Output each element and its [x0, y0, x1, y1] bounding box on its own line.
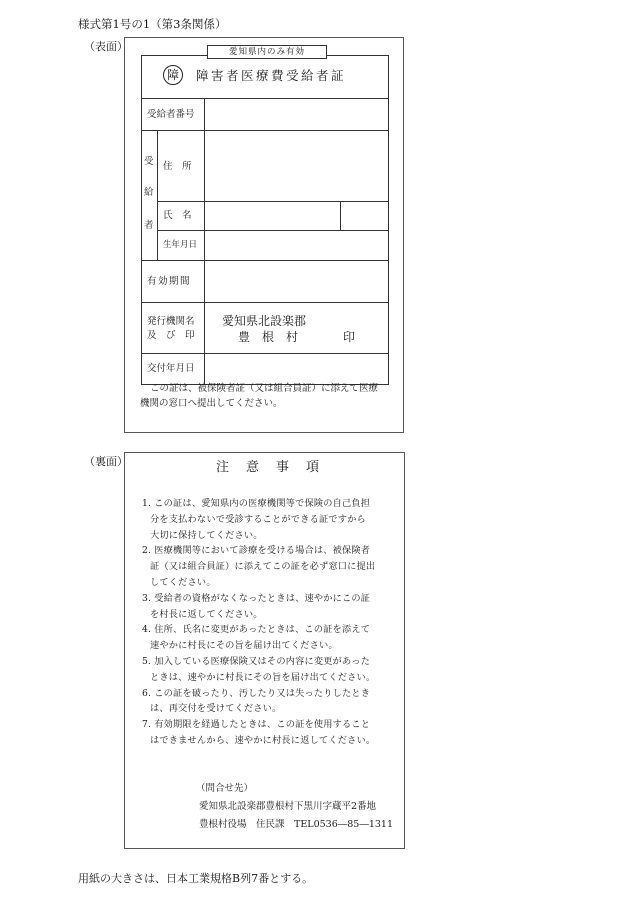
valid-period-label: 有効期間	[147, 276, 192, 287]
front-side-label: （表面）	[84, 40, 128, 53]
certificate-title: 障害者医療費受給者証	[196, 68, 347, 83]
notice-item: 5. 加入している医療保険又はその内容に変更があった ときは、速やかに村長にその旨を届け出てください。	[142, 655, 376, 683]
recipient-group-label-3: 者	[144, 220, 154, 231]
issue-date-label: 交付年月日	[147, 363, 195, 374]
contact-office: 豊根村役場 住民課 TEL0536―85―1311	[199, 819, 394, 830]
issuer-seal-mark: 印	[343, 330, 356, 344]
address-label: 住 所	[163, 161, 192, 172]
paper-size-note: 用紙の大きさは、日本工業規格B列7番とする。	[78, 872, 314, 885]
recipient-group-label-1: 受	[144, 156, 154, 167]
notice-item: 7. 有効期限を経過したときは、この証を使用すること はできませんから、速やかに村長に返してください。	[142, 719, 376, 746]
table-rule	[157, 230, 389, 231]
notice-item: 6. この証を破ったり、汚したり又は失ったりしたとき は、再交付を受けてください。	[142, 687, 371, 715]
table-column-rule	[204, 98, 205, 385]
notice-item: 3. 受給者の資格がなくなったときは、速やかにこの証 を村長に返してください。	[142, 592, 371, 620]
birth-date-label: 生年月日	[163, 240, 198, 250]
table-rule	[141, 302, 389, 303]
form-number-header: 様式第1号の1（第3条関係）	[78, 17, 227, 31]
notice-item: 2. 医療機関等において診療を受ける場合は、被保険者 証（又は組合員証）に添えてこの証を必ず窓口に提出 してください。	[142, 545, 376, 588]
contact-address: 愛知県北設楽郡豊根村下黒川字蔵平2番地	[199, 801, 377, 812]
notice-item: 4. 住所、氏名に変更があったときは、この証を添えて 速やかに村長にその旨を届け出てください。	[142, 624, 371, 652]
table-rule	[141, 353, 389, 354]
notice-list	[142, 496, 397, 749]
recipient-number-label: 受給者番号	[147, 109, 195, 120]
valid-in-aichi-tab: 愛知県内のみ有効	[207, 45, 327, 59]
table-column-rule	[340, 201, 341, 230]
issuer-label: 発行機関名	[147, 316, 195, 327]
notice-item: 1. この証は、愛知県内の医療機関等で保険の自己負担 分を支払わないで受診することができる証ですから 大切に保持してください。	[142, 498, 371, 541]
issuer-village: 豊 根 村	[238, 330, 299, 344]
table-rule	[157, 201, 389, 202]
notes-title: 注 意 事 項	[216, 460, 322, 475]
disability-badge: 障	[163, 65, 183, 85]
table-rule	[141, 98, 389, 99]
contact-heading: （問合せ先）	[196, 783, 254, 794]
issuer-seal-label: 及 び 印	[147, 330, 195, 341]
table-column-rule	[157, 130, 158, 260]
issuer-district: 愛知県北設楽郡	[222, 314, 307, 328]
front-note-line-1: この証は、被保険者証（又は組合員証）に添えて医療	[150, 383, 379, 394]
table-rule	[141, 130, 389, 131]
recipient-group-label-2: 給	[144, 187, 154, 198]
name-label: 氏 名	[163, 210, 192, 221]
table-rule	[141, 260, 389, 261]
back-side-label: （裏面）	[84, 455, 128, 468]
front-note-line-2: 機関の窓口へ提出してください。	[140, 398, 283, 409]
